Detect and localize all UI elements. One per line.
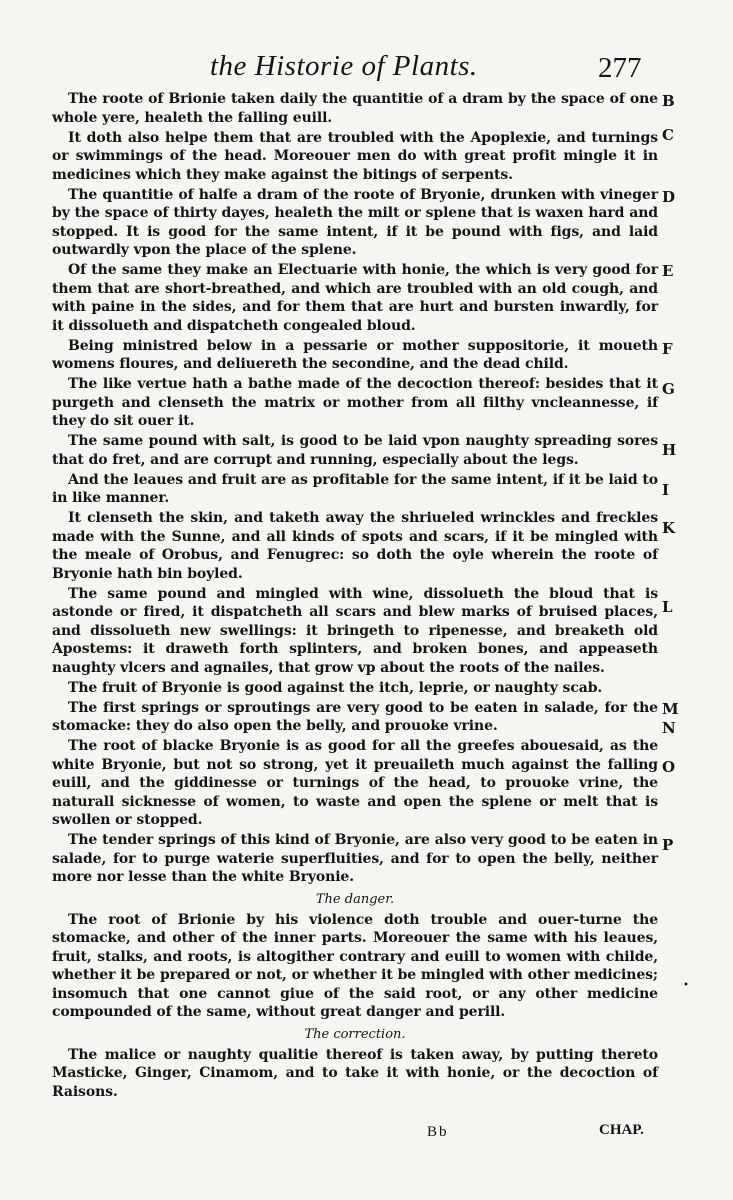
margin-letter: F	[662, 340, 673, 358]
catchword: CHAP.	[599, 1122, 644, 1138]
paragraph: And the leaues and fruit are as profitable for the same intent, if it be laid to in like manner.	[52, 471, 658, 506]
paragraph: The quantitie of halfe a dram of the roote of Bryonie, drunken with vineger by the space of thirty dayes, healeth the milt or splene that is waxen hard and stopped. It is good for the same intent, if it be pound with figs, and laid outwardly vpon the place of the splene.	[52, 186, 658, 258]
paragraph: The like vertue hath a bathe made of the decoction thereof: besides that it purgeth and clenseth the matrix or mother from all filthy vncleannesse, if they do sit ouer it.	[52, 376, 658, 429]
margin-letter: N	[662, 719, 676, 737]
margin-letter: L	[662, 598, 673, 616]
margin-letter: C	[662, 126, 674, 144]
margin-letter: G	[662, 380, 675, 398]
margin-letters	[662, 0, 692, 1200]
paragraph: The roote of Brionie taken daily the quantitie of a dram by the space of one whole yere, healeth the falling euill.	[52, 91, 658, 126]
page-number: 277	[598, 52, 642, 84]
margin-letter: O	[662, 758, 676, 776]
ink-mark: •	[683, 980, 689, 991]
paragraph: The root of blacke Bryonie is as good for all the greefes abouesaid, as the white Bryonie, but not so strong, yet it preuaileth much against the falling euill, and the giddinesse or turnings of the head, to prouoke vrine, the naturall sicknesse of women, to waste and open the splene or melt that is swollen or stopped.	[52, 738, 658, 828]
page-body	[52, 90, 658, 1103]
paragraph: The same pound and mingled with wine, dissolueth the bloud that is astonde or fired, it dispatcheth all scars and blew marks of bruised places, and dissolueth new swellings: it bringeth to ripenesse, and breaketh old Apostems: it draweth forth splinters, and broken bones, and appeaseth naughty vlcers and agnailes, that grow vp about the roots of the nailes.	[52, 585, 658, 676]
paragraph: It clenseth the skin, and taketh away the shriueled wrinckles and freckles made with the Sunne, and all kinds of spots and scars, if it be mingled with the meale of Orobus, and Fenugrec: so doth the oyle wherein the roote of Bryonie hath bin boyled.	[52, 510, 658, 582]
correction-heading: The correction.	[304, 1026, 406, 1042]
danger-heading: The danger.	[315, 891, 395, 907]
margin-letter: E	[662, 262, 674, 280]
danger-paragraph: The root of Brionie by his violence doth trouble and ouer-turne the stomacke, and other of the inner parts. Moreouer the same with his leaues, fruit, stalks, and roots, is altogither contrary and euill to women with childe, whether it be prepared or not, or whether it be mingled with other medicines; insomuch that one cannot giue of the said root, or any other medicine compounded of the same, without great danger and perill.	[52, 911, 658, 1020]
margin-letter: I	[662, 481, 670, 499]
paragraph: The fruit of Bryonie is good against the itch, leprie, or naughty scab.	[68, 679, 603, 696]
paragraph: Being ministred below in a pessarie or mother suppositorie, it moueth womens floures, and deliuereth the secondine, and the dead child.	[52, 337, 658, 372]
margin-letter: K	[662, 519, 676, 537]
margin-letter: B	[662, 92, 675, 110]
signature-mark: Bb	[427, 1124, 449, 1140]
correction-paragraph: The malice or naughty qualitie thereof is taken away, by putting thereto Masticke, Ginger, Cinamom, and to take it with honie, or the decoction of Raisons.	[52, 1046, 658, 1100]
running-title: the Historie of Plants.	[210, 50, 478, 82]
margin-letter: P	[662, 836, 674, 854]
paragraph: Of the same they make an Electuarie with honie, the which is very good for them that are short-breathed, and which are troubled with an old cough, and with paine in the sides, and for them that are hurt and bursten inwardly, for it dissolueth and dispatcheth congealed bloud.	[52, 262, 658, 334]
paragraph: The first springs or sproutings are very good to be eaten in salade, for the stomacke: they do also open the belly, and prouoke vrine.	[52, 699, 658, 734]
paragraph: The same pound with salt, is good to be laid vpon naughty spreading sores that do fret, and are corrupt and running, especially about the legs.	[52, 433, 658, 468]
paragraph: The tender springs of this kind of Bryonie, are also very good to be eaten in salade, for to purge waterie superfluities, and for to open the belly, neither more nor lesse than the white Bryonie.	[52, 832, 658, 885]
margin-letter: D	[662, 188, 676, 206]
paragraph: It doth also helpe them that are troubled with the Apoplexie, and turnings or swimmings of the head. Moreouer men do with great profit mingle it in medicines which they make against the bitings of serpents.	[52, 129, 658, 183]
margin-letter: H	[662, 441, 677, 459]
margin-letter: M	[662, 700, 679, 718]
